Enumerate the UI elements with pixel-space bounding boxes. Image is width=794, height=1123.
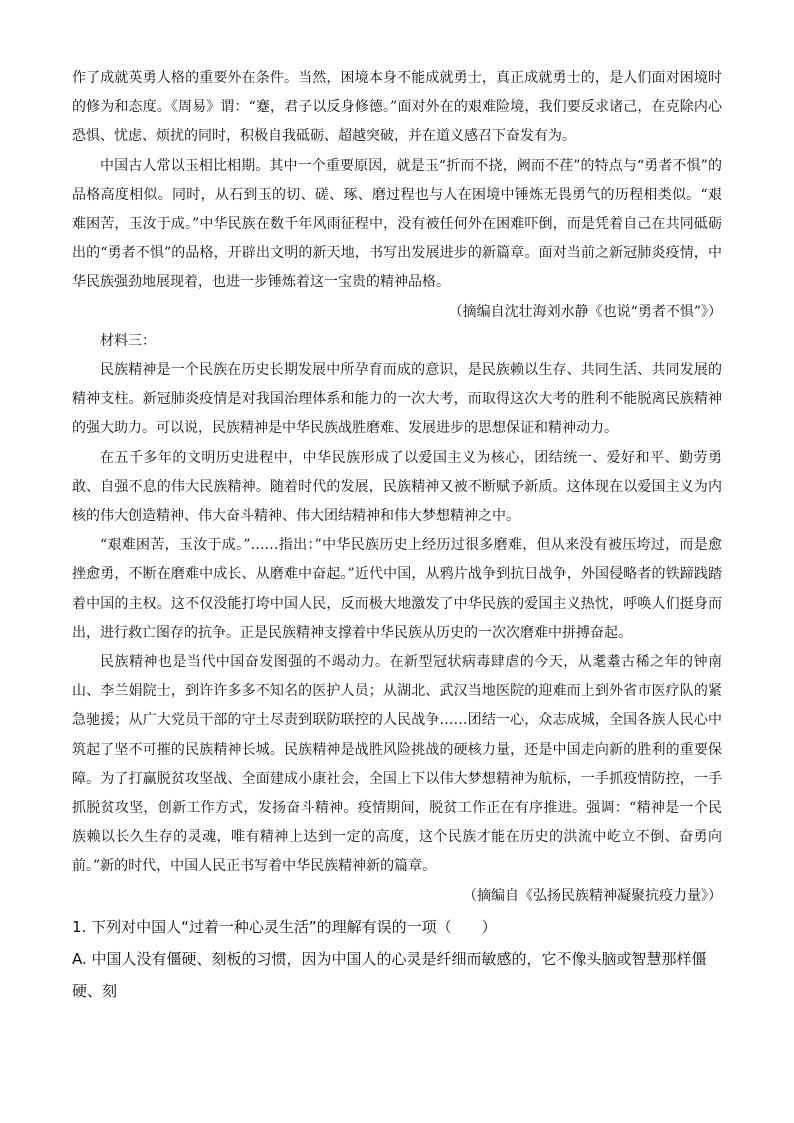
material2-paragraph-1: 作了成就英勇人格的重要外在条件。当然，困境本身不能成就勇士，真正成就勇士的，是人们面对困境时的修为和态度。《周易》谓：“蹇，君子以反身修德。”面对外在的艰难险境，我们要反求诸己，在克除内心恐惧、忧虑、烦扰的同时，积极自我砥砺、超越突破，并在道义感召下奋发有为。	[72, 70, 722, 145]
material3-heading: 材料三：	[100, 332, 156, 349]
material3-source: （摘编自《弘扬民族精神凝聚抗疫力量》）	[463, 887, 722, 904]
material2-paragraph-2: 中国古人常以玉相比相期。其中一个重要原因，就是玉“折而不挠，阙而不荏”的特点与“勇者不惧”的品格高度相似。同时，从石到玉的切、磋、琢、磨过程也与人在困境中锤炼无畏勇气的历程相类似。“艰难困苦，玉汝于成。”中华民族在数千年风雨征程中，没有被任何外在困难吓倒，而是凭着自己在共同砥砺出的“勇者不惧”的品格，开辟出文明的新天地，书写出发展进步的新篇章。面对当前之新冠肺炎疫情，中华民族强劲地展现着，也进一步锤炼着这一宝贵的精神品格。	[72, 157, 722, 291]
material2-source: （摘编自沈壮海刘水静《也说“勇者不惧”》）	[448, 303, 722, 320]
question-1-stem: 1. 下列对中国人“过着一种心灵生活”的理解有误的一项（ ）	[72, 917, 497, 936]
material3-paragraph-1: 民族精神是一个民族在历史长期发展中所孕育而成的意识，是民族赖以生存、共同生活、共同发展的精神支柱。新冠肺炎疫情是对我国治理体系和能力的一次大考，而取得这次大考的胜利不能脱离民族精神的强大助力。可以说，民族精神是中华民族战胜磨难、发展进步的思想保证和精神动力。	[72, 362, 722, 437]
material3-paragraph-2: 在五千多年的文明历史进程中，中华民族形成了以爱国主义为核心，团结统一、爱好和平、勤劳勇敢、自强不息的伟大民族精神。随着时代的发展，民族精神又被不断赋予新质。这体现在以爱国主义为内核的伟大创造精神、伟大奋斗精神、伟大团结精神和伟大梦想精神之中。	[72, 449, 722, 525]
material3-paragraph-4: 民族精神也是当代中国奋发图强的不竭动力。在新型冠状病毒肆虐的今天，从耄耋古稀之年的钟南山、李兰娟院士，到许许多多不知名的医护人员；从湖北、武汉当地医院的迎难而上到外省市医疗队的紧急驰援；从广大党员干部的守土尽责到联防联控的人民战争……团结一心，众志成城，全国各族人民心中筑起了坚不可摧的民族精神长城。民族精神是战胜风险挑战的硬核力量，还是中国走向新的胜利的重要保障。为了打赢脱贫攻坚战、全面建成小康社会，全国上下以伟大梦想精神为航标，一手抓疫情防控，一手抓脱贫攻坚，创新工作方式，发扬奋斗精神。疫情期间，脱贫工作正在有序推进。强调：“精神是一个民族赖以长久生存的灵魂，唯有精神上达到一定的高度，这个民族才能在历史的洪流中屹立不倒、奋勇向前。”新的时代，中国人民正书写着中华民族精神新的篇章。	[72, 654, 722, 875]
document-page	[72, 64, 722, 1007]
question-1-option-a: A. 中国人没有僵硬、刻板的习惯，因为中国人的心灵是纤细而敏感的，它不像头脑或智慧那样僵硬、刻	[72, 949, 707, 1000]
material3-paragraph-3: “艰难困苦，玉汝于成。”……指出：”中华民族历史上经历过很多磨难，但从来没有被压垮过，而是愈挫愈勇，不断在磨难中成长、从磨难中奋起。”近代中国，从鸦片战争到抗日战争，外国侵略者的铁蹄践踏着中国的主权。这不仅没能打垮中国人民，反而极大地激发了中华民族的爱国主义热忱，呼唤人们挺身而出，进行救亡图存的抗争。正是民族精神支撑着中华民族从历史的一次次磨难中拼搏奋起。	[72, 537, 722, 641]
